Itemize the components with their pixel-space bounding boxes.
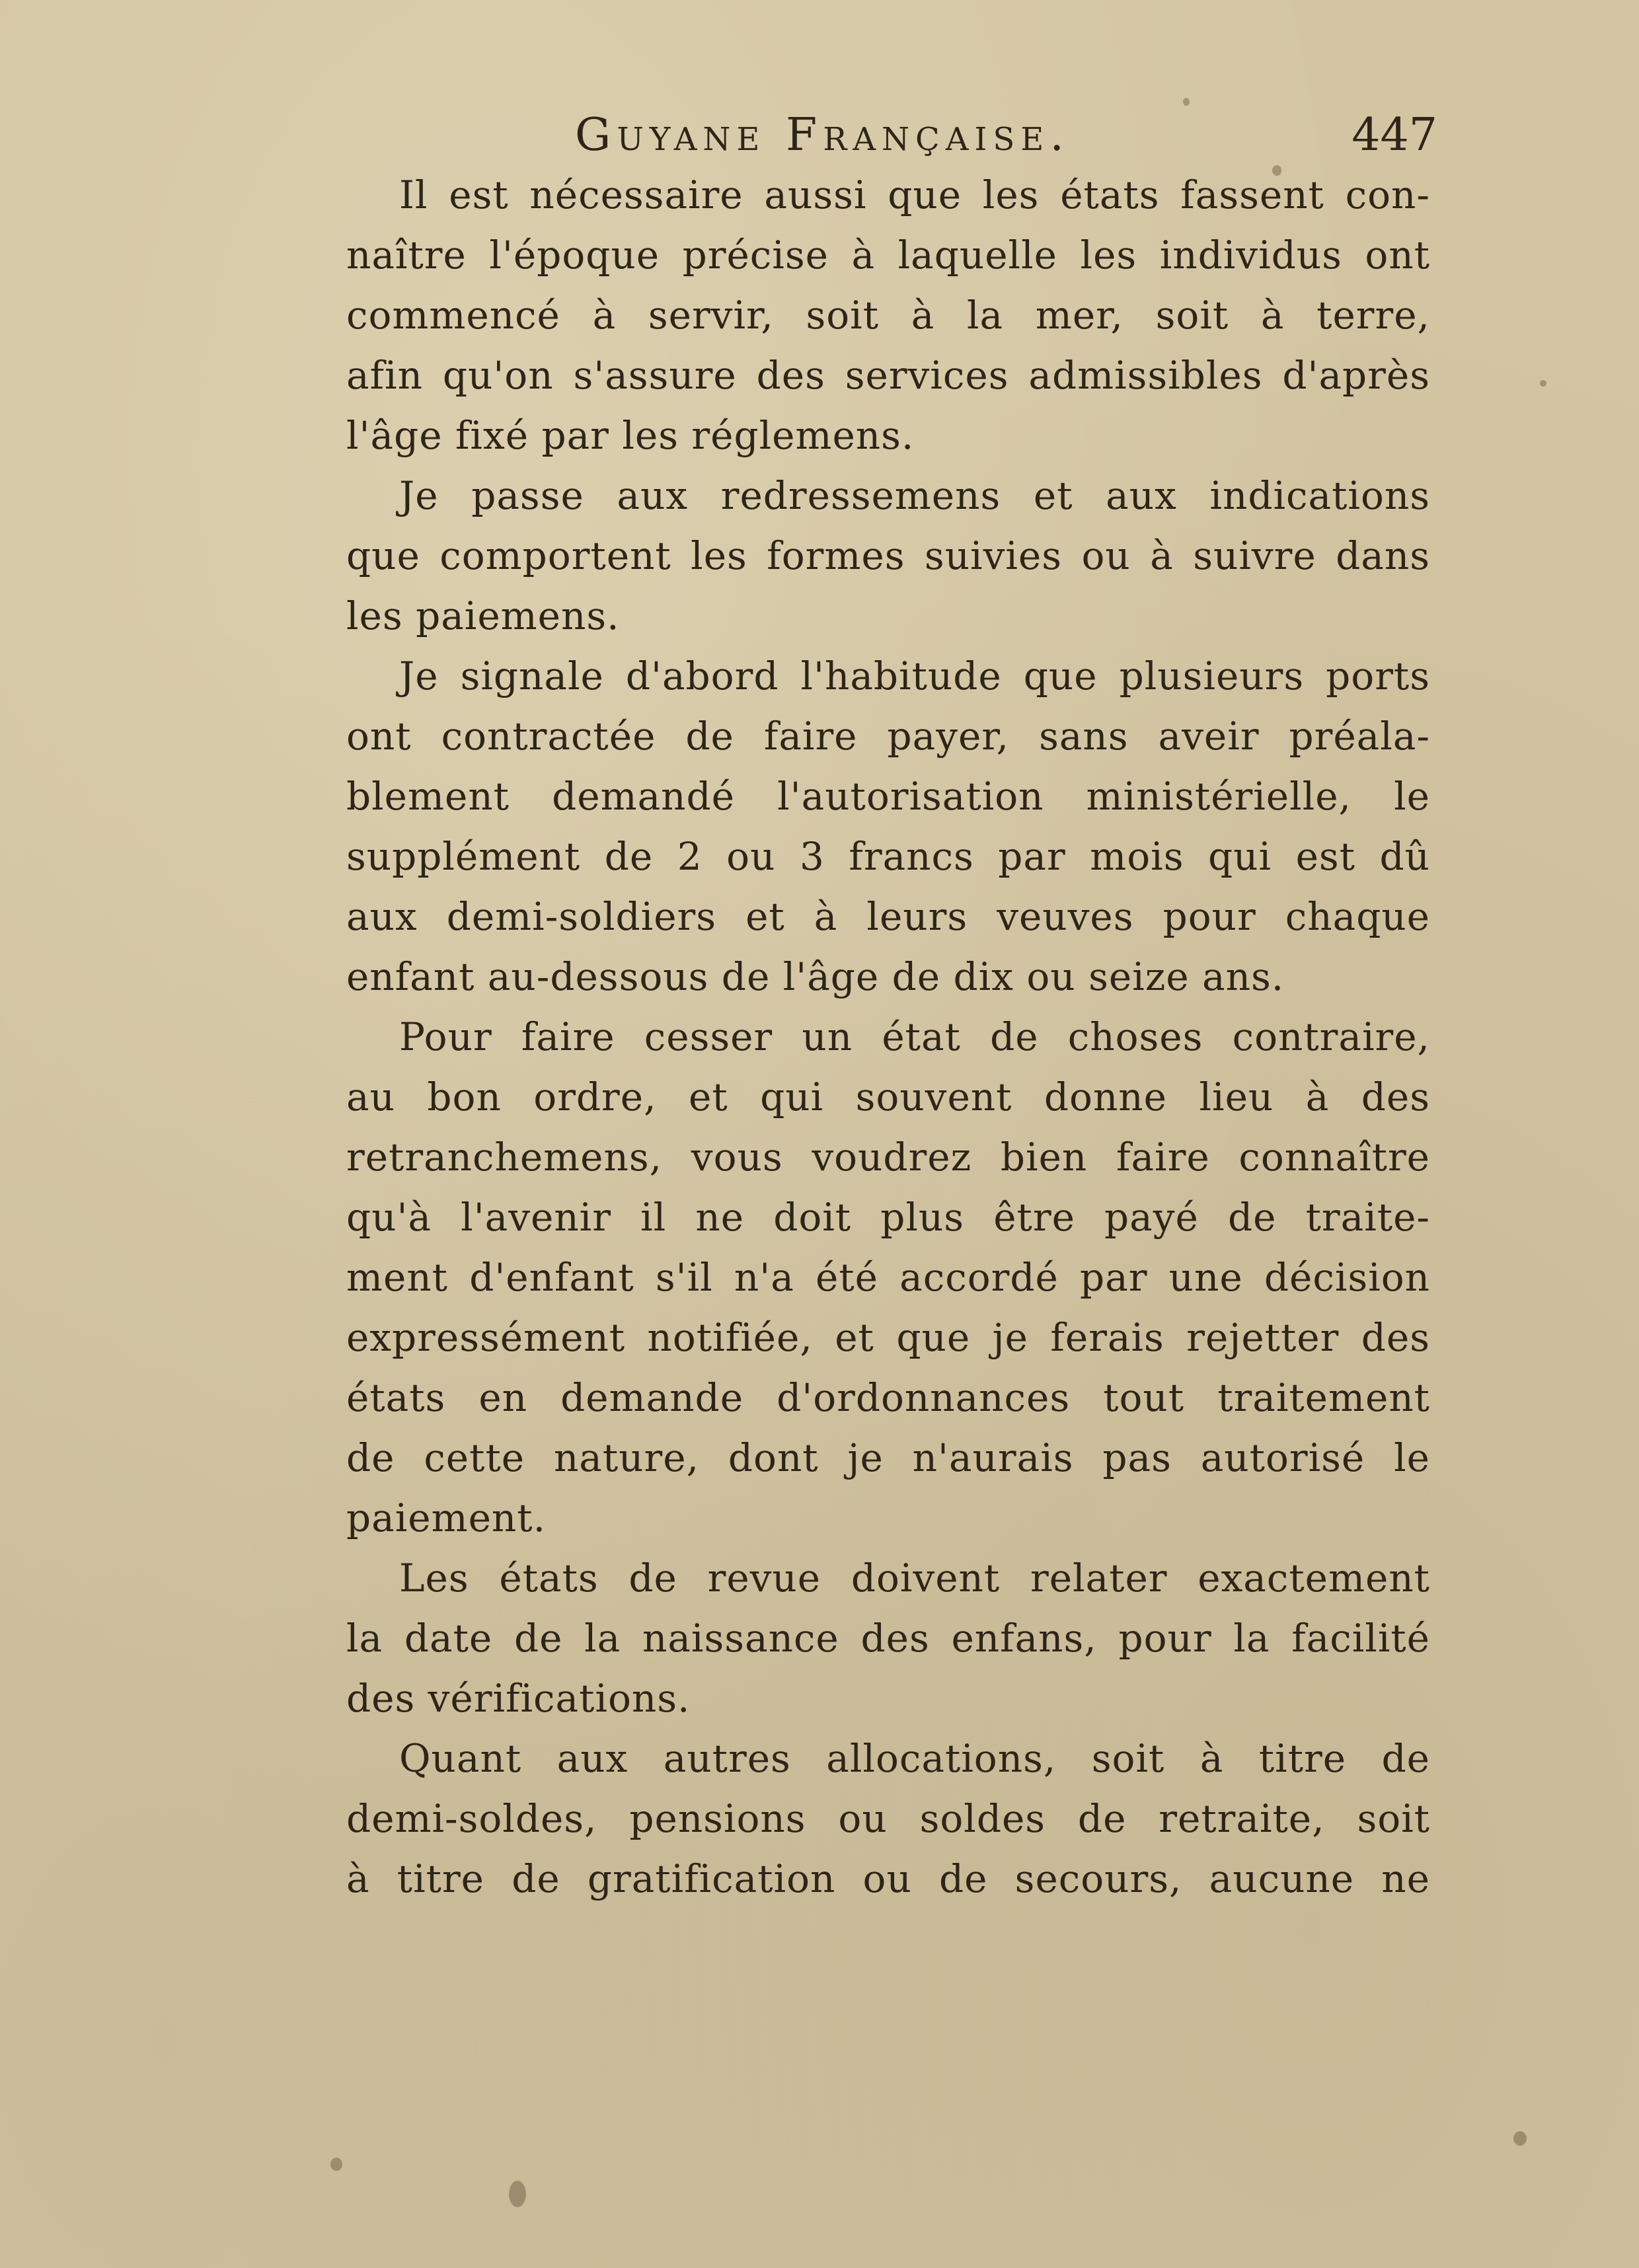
paper-speck [1513,2131,1527,2146]
running-title: Guyane Française. [575,109,1070,161]
text-line: blement demandé l'autorisation ministérielle, le [346,774,1430,819]
text-line: expressément notifiée, et que je ferais rejetter des [346,1315,1430,1360]
text-line: Je passe aux redressemens et aux indications [399,473,1430,518]
text-line: à titre de gratification ou de secours, aucune ne [346,1856,1430,1901]
text-line: au bon ordre, et qui souvent donne lieu à des [346,1075,1430,1119]
text-line: demi-soldes, pensions ou soldes de retraite, soit [346,1796,1430,1841]
text-line: naître l'époque précise à laquelle les individus ont [346,233,1430,278]
paragraph [346,1548,1430,1729]
text-line: ment d'enfant s'il n'a été accordé par une décision [346,1255,1430,1300]
text-line: la date de la naissance des enfans, pour la facilité [346,1616,1430,1661]
text-line: Quant aux autres allocations, soit à titre de [399,1736,1430,1781]
text-line: aux demi-soldiers et à leurs veuves pour chaque [346,894,1430,939]
text-line: les paiemens. [346,593,620,638]
text-line: retranchemens, vous voudrez bien faire connaître [346,1135,1430,1180]
running-head [344,99,1437,172]
text-line: ont contractée de faire payer, sans aveir préala- [346,714,1430,759]
text-line: supplément de 2 ou 3 francs par mois qui est dû [346,834,1430,879]
text-line: paiement. [346,1495,547,1540]
text-line: Je signale d'abord l'habitude que plusieurs ports [399,654,1430,699]
page-number: 447 [1352,109,1437,161]
paragraph [346,466,1430,646]
text-line: de cette nature, dont je n'aurais pas autorisé le [346,1435,1430,1480]
text-line: Pour faire cesser un état de choses contraire, [399,1014,1430,1059]
paper-speck [509,2181,526,2207]
text-line: afin qu'on s'assure des services admissibles d'après [346,353,1430,398]
paragraph [346,646,1430,1007]
text-line: Il est nécessaire aussi que les états fassent con- [399,172,1430,217]
text-body [346,165,1430,1909]
text-line: qu'à l'avenir il ne doit plus être payé de traite- [346,1195,1430,1240]
paragraph [346,1729,1430,1909]
paragraph [346,1007,1430,1548]
text-line: Les états de revue doivent relater exactement [399,1556,1430,1601]
paper-speck [1183,98,1190,106]
paper-speck [330,2158,342,2171]
text-line: que comportent les formes suivies ou à suivre dans [346,533,1430,578]
text-line: états en demande d'ordonnances tout traitement [346,1375,1430,1420]
text-line: enfant au-dessous de l'âge de dix ou seize ans. [346,954,1285,999]
paragraph [346,165,1430,466]
paper-speck [1540,380,1546,387]
text-line: commencé à servir, soit à la mer, soit à terre, [346,293,1430,338]
text-line: des vérifications. [346,1676,691,1721]
text-line: l'âge fixé par les réglemens. [346,413,915,458]
paper-speck [1272,165,1281,176]
